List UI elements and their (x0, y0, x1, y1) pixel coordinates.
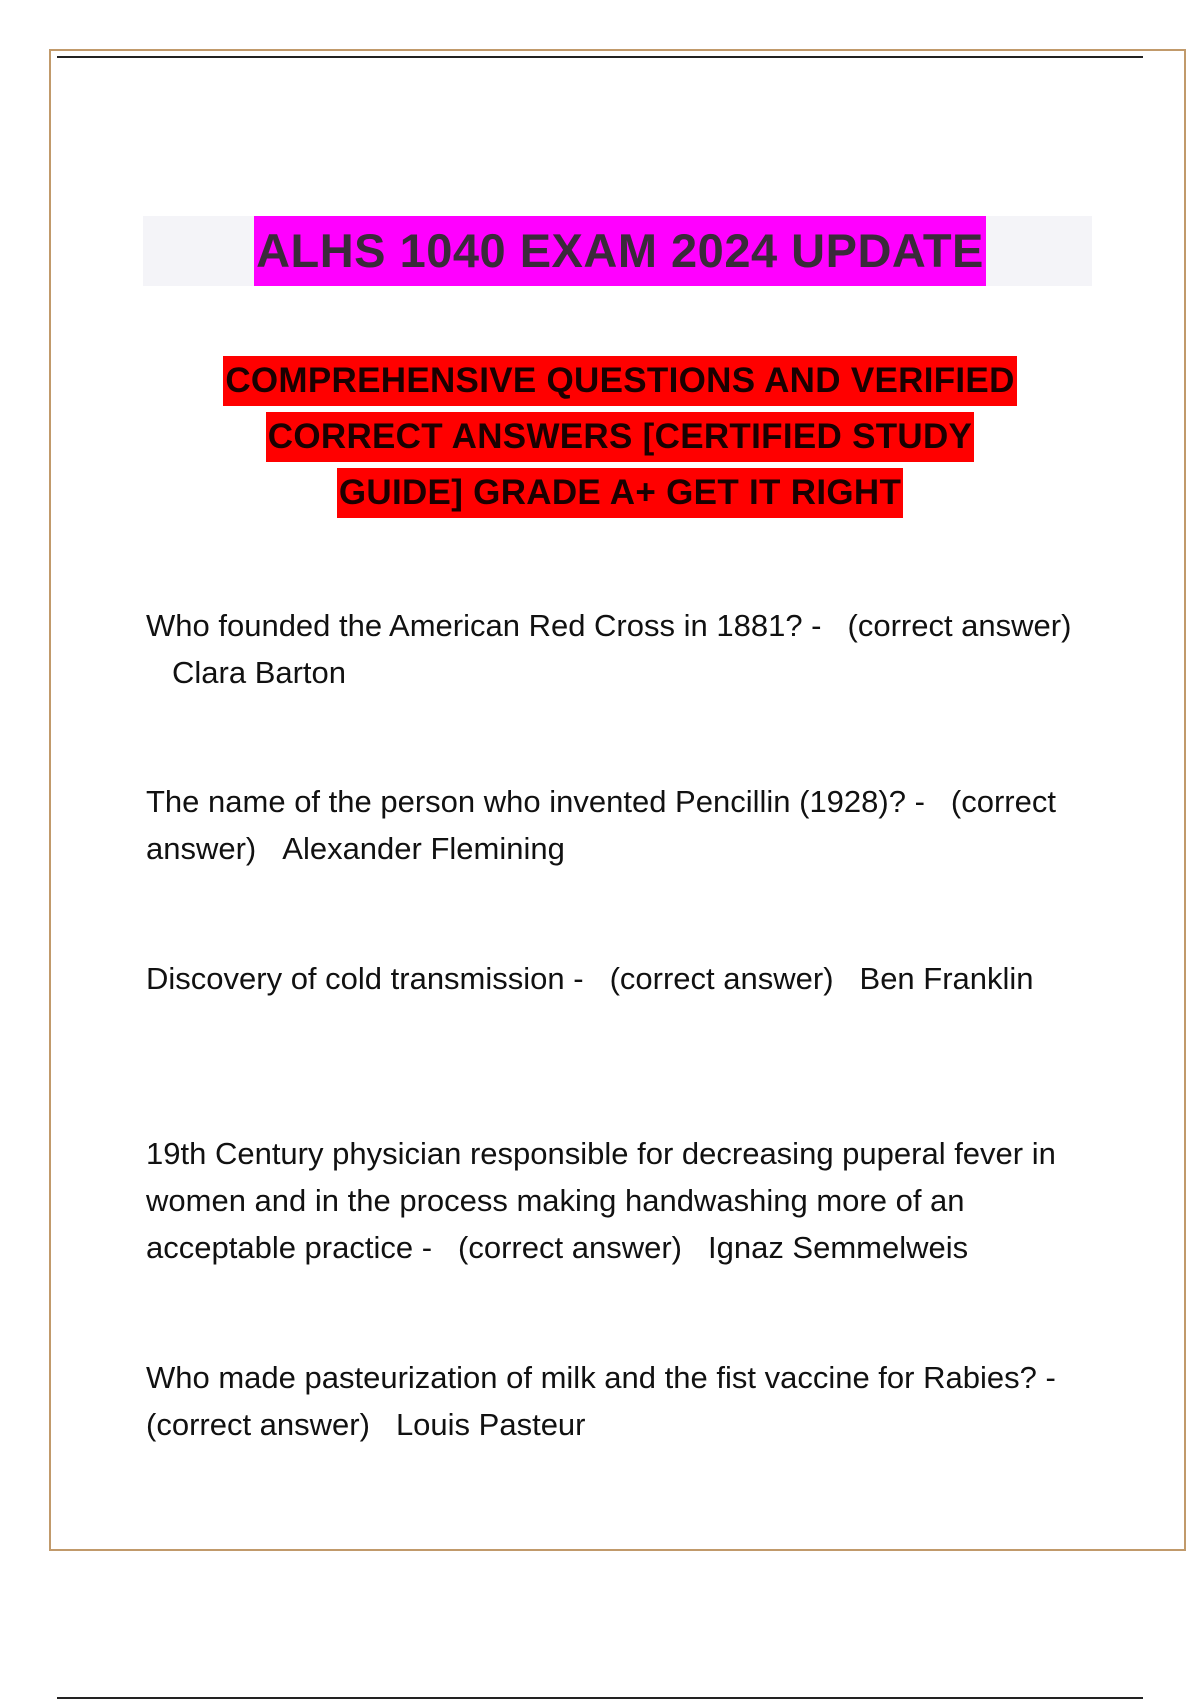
answer-marker: (correct answer) (458, 1230, 682, 1265)
subtitle-line-2: CORRECT ANSWERS [CERTIFIED STUDY (266, 412, 974, 462)
answer-text: Clara Barton (172, 655, 347, 690)
answer-marker: (correct answer) (609, 961, 834, 996)
answer-text: Alexander Flemining (282, 831, 565, 866)
question-text: Who made pasteurization of milk and the fist vaccine for Rabies? - (146, 1360, 1056, 1395)
title-container (0, 216, 1200, 286)
bottom-rule (57, 1697, 1143, 1699)
subtitle-container (0, 356, 1200, 524)
subtitle-line-1: COMPREHENSIVE QUESTIONS AND VERIFIED (223, 356, 1016, 406)
document-title: ALHS 1040 EXAM 2024 UPDATE (254, 216, 986, 286)
question-text: Discovery of cold transmission - (146, 961, 584, 996)
answer-marker: (correct answer) (146, 784, 1056, 866)
question-text: Who founded the American Red Cross in 1881? - (146, 608, 822, 643)
answer-text: Louis Pasteur (395, 1407, 586, 1442)
subtitle-line-3: GUIDE] GRADE A+ GET IT RIGHT (337, 468, 903, 518)
answer-marker: (correct answer) (847, 608, 1072, 643)
answer-marker: (correct answer) (146, 1407, 370, 1442)
question-text: 19th Century physician responsible for decreasing puperal fever in women and in the process making handwashing more of an acceptable practice - (146, 1136, 1056, 1265)
answer-text: Ben Franklin (859, 961, 1034, 996)
qa-item-3 (146, 955, 1096, 1002)
qa-item-1 (146, 602, 1096, 696)
qa-item-4 (146, 1130, 1096, 1271)
qa-item-2 (146, 778, 1096, 872)
question-text: The name of the person who invented Pencillin (1928)? - (146, 784, 925, 819)
answer-text: Ignaz Semmelweis (707, 1230, 969, 1265)
qa-item-5 (146, 1354, 1096, 1448)
